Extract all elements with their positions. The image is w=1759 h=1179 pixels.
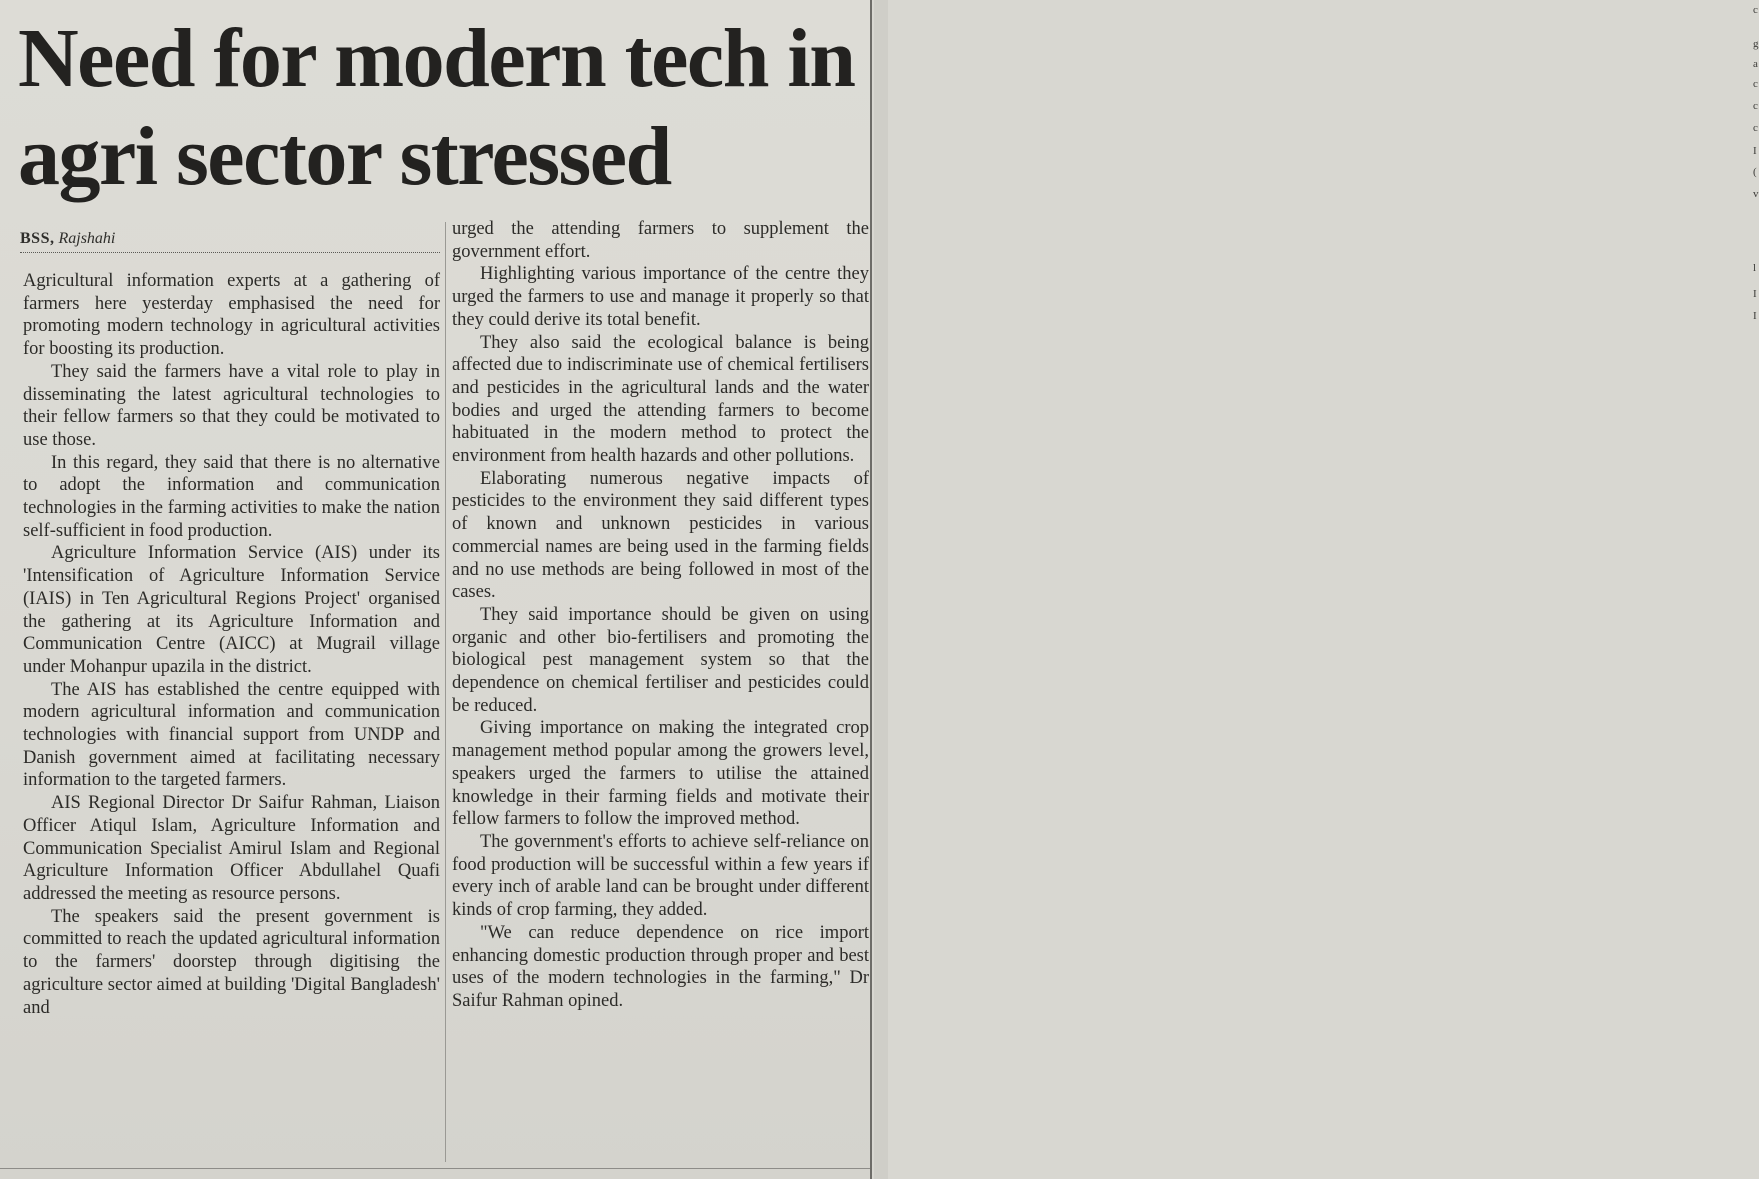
adjacent-page-edge	[874, 0, 1759, 1179]
byline	[20, 230, 440, 253]
paragraph: Agriculture Information Service (AIS) under its 'Intensification of Agriculture Information Service (IAIS) in Ten Agricultural Regions Project' organised the gathering at its Agriculture Information and Communication Centre (AICC) at Mugrail village under Mohanpur upazila in the district.	[23, 543, 440, 677]
paragraph: Highlighting various importance of the centre they urged the farmers to use and manage it properly so that they could derive its total benefit.	[452, 264, 869, 330]
edge-fragment: v	[1753, 188, 1759, 200]
edge-fragment: (	[1753, 166, 1757, 178]
paragraph: Giving importance on making the integrated crop management method popular among the growers level, speakers urged the farmers to utilise the attained knowledge in their farming fields and motivate their fellow farmers to follow the improved method.	[452, 718, 869, 830]
edge-fragment: I	[1753, 145, 1757, 157]
paragraph: They said importance should be given on using organic and other bio-fertilisers and promoting the biological pest management system so that the dependence on chemical fertiliser and pesticides could be reduced.	[452, 604, 869, 716]
paragraph: They said the farmers have a vital role to play in disseminating the latest agricultural technologies to their fellow farmers so that they could be motivated to use those.	[23, 361, 440, 450]
edge-fragment: c	[1753, 4, 1758, 16]
paragraph: The government's efforts to achieve self-reliance on food production will be successful within a few years if every inch of arable land can be brought under different kinds of crop farming, they added.	[452, 831, 869, 921]
paragraph: AIS Regional Director Dr Saifur Rahman, Liaison Officer Atiqul Islam, Agriculture Information and Communication Specialist Amirul Islam and Regional Agriculture Information Officer Abdullahel Quafi addressed the meeting as resource persons.	[23, 793, 440, 904]
paragraph: urged the attending farmers to supplement the government effort.	[452, 219, 869, 262]
bottom-rule	[0, 1168, 870, 1169]
newspaper-page	[0, 0, 872, 1179]
paragraph: In this regard, they said that there is no alternative to adopt the information and communication technologies in the farming activities to make the nation self-sufficient in food production.	[23, 452, 440, 541]
paragraph: The AIS has established the centre equipped with modern agricultural information and communication technologies with financial support from UNDP and Danish government aimed at facilitating necessary information to the targeted farmers.	[23, 679, 440, 791]
column-divider	[445, 222, 446, 1162]
edge-fragment: a	[1753, 58, 1758, 70]
paragraph: They also said the ecological balance is being affected due to indiscriminate use of chemical fertilisers and pesticides in the agricultural lands and the water bodies and urged the attending farmers to become habituated in the modern method to protect the environment from health hazards and other pollutions.	[452, 332, 869, 467]
article-column-left	[23, 270, 440, 1019]
edge-fragment: l	[1753, 262, 1757, 274]
article-column-right	[452, 218, 869, 1013]
edge-fragment: c	[1753, 122, 1758, 134]
paragraph: Agricultural information experts at a gathering of farmers here yesterday emphasised the need for promoting modern technology in agricultural activities for boosting its production.	[23, 271, 440, 360]
paragraph: "We can reduce dependence on rice import enhancing domestic production through proper and best uses of the modern technologies in the farming," Dr Saifur Rahman opined.	[452, 922, 869, 1011]
edge-fragment: I	[1753, 288, 1757, 300]
edge-fragment: g	[1753, 38, 1759, 50]
paragraph: Elaborating numerous negative impacts of pesticides to the environment they said different types of known and unknown pesticides in various commercial names are being used in the farming fields and no use methods are being followed in most of the cases.	[452, 468, 869, 603]
edge-fragment: c	[1753, 100, 1758, 112]
edge-fragment: I	[1753, 310, 1757, 322]
byline-agency: BSS,	[20, 230, 55, 247]
byline-place: Rajshahi	[58, 230, 116, 247]
edge-fragment: c	[1753, 78, 1758, 90]
paragraph: The speakers said the present government is committed to reach the updated agricultural information to the farmers' doorstep through digitising the agriculture sector aimed at building 'Digital Bangladesh' and	[23, 906, 440, 1018]
headline: Need for modern tech in agri sector stressed	[18, 12, 855, 203]
